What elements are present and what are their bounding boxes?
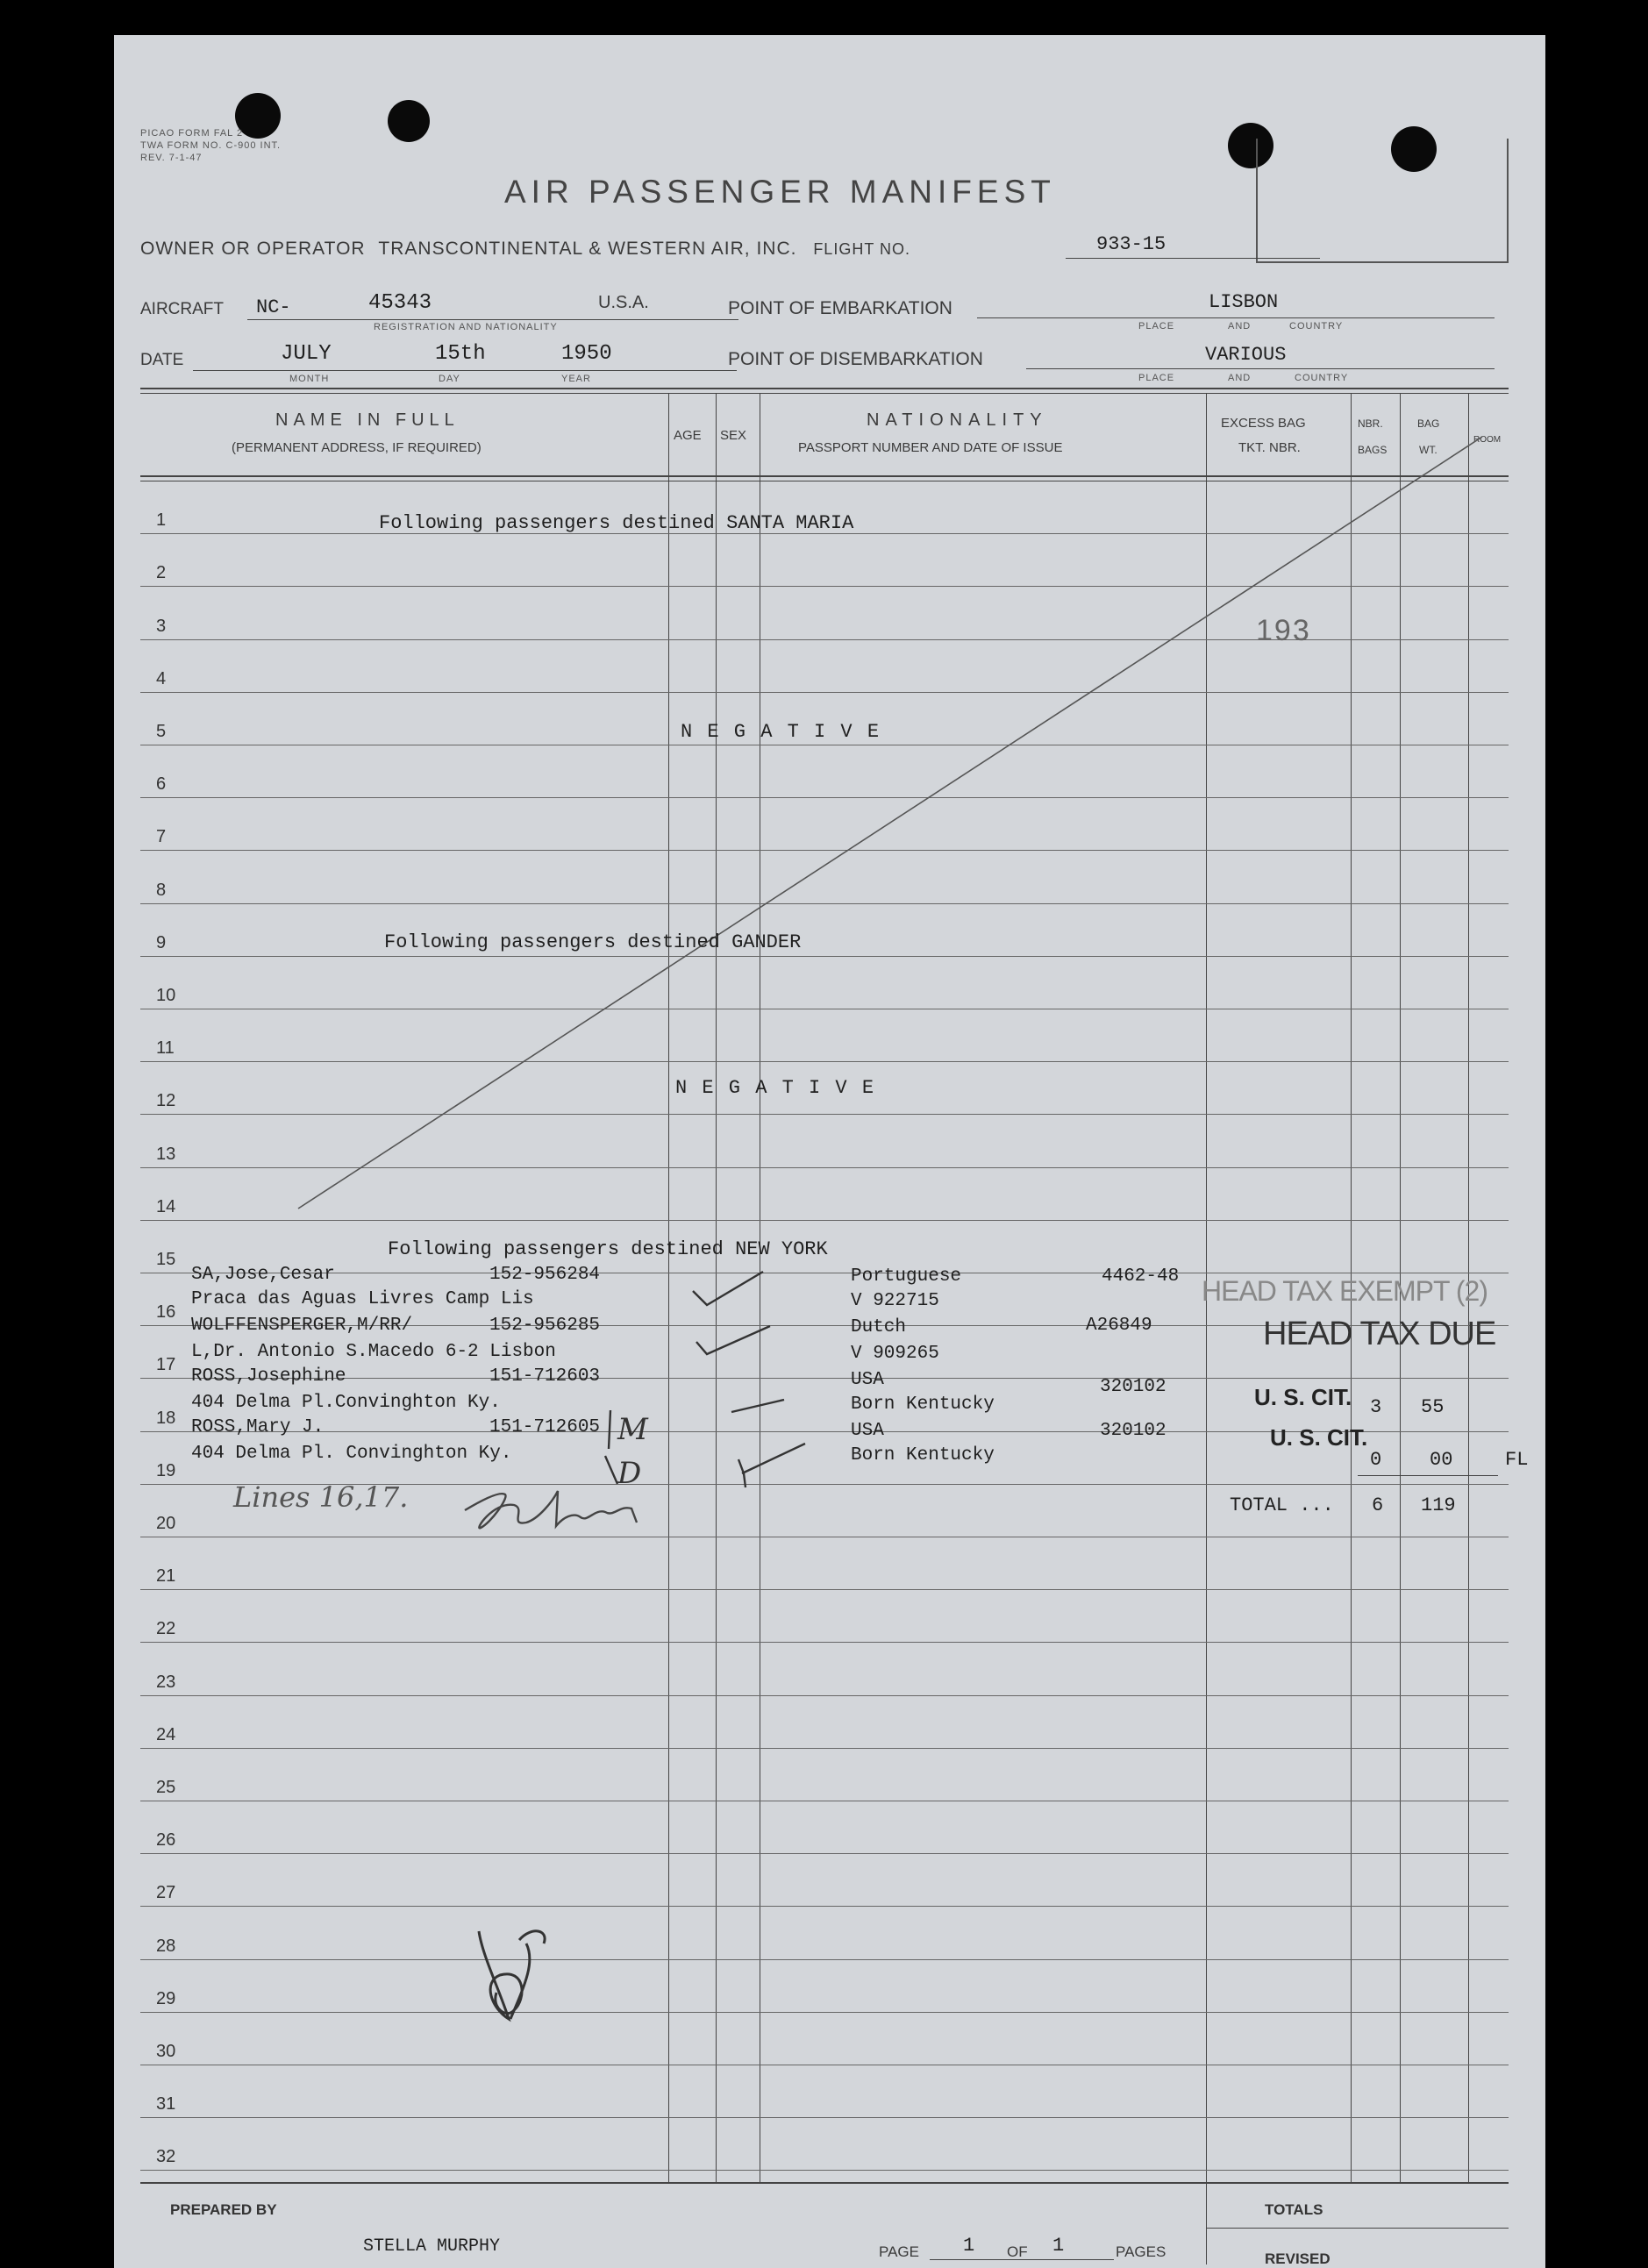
flight-label: FLIGHT NO.: [813, 240, 910, 258]
totals-footer-rule: [1206, 2228, 1509, 2229]
row-number: 25: [156, 1778, 176, 1797]
col-header-name: NAME IN FULL: [275, 410, 460, 430]
form-id-1: PICAO FORM FAL 2: [140, 128, 244, 139]
passenger-3-born: Born Kentucky: [851, 1394, 995, 1415]
disembarkation-label: POINT OF DISEMBARKATION: [728, 349, 983, 369]
row-number: 17: [156, 1355, 176, 1374]
page-of-label: OF: [1007, 2243, 1028, 2260]
destination-new-york: Following passengers destined NEW YORK: [388, 1238, 828, 1260]
col-header-excess: EXCESS BAG: [1221, 416, 1306, 431]
row-number: 24: [156, 1725, 176, 1744]
passenger-2-ticket: A26849: [1086, 1316, 1152, 1336]
col-header-name-sub: (PERMANENT ADDRESS, IF REQUIRED): [232, 440, 482, 455]
col-header-nationality: NATIONALITY: [867, 410, 1048, 430]
disembarkation-value: VARIOUS: [1205, 344, 1287, 366]
negative-1: N E G A T I V E: [681, 721, 881, 743]
us-cit-1-weight: 55: [1421, 1396, 1445, 1418]
passenger-3-name: ROSS,Josephine: [191, 1366, 346, 1387]
passenger-2-nationality: Dutch: [851, 1317, 907, 1337]
embarkation-country: COUNTRY: [1289, 321, 1344, 332]
passenger-2-passport: V 909265: [851, 1344, 939, 1364]
row-number: 14: [156, 1197, 176, 1216]
page-underline: [930, 2259, 1114, 2260]
date-month: JULY: [281, 342, 332, 366]
passenger-3-number: 151-712603: [489, 1366, 601, 1387]
embarkation-value: LISBON: [1209, 291, 1279, 313]
manifest-title: AIR PASSENGER MANIFEST: [504, 174, 1056, 210]
passenger-2-address: L,Dr. Antonio S.Macedo 6-2 Lisbon: [191, 1342, 556, 1362]
stamp-number: 193: [1256, 614, 1311, 647]
col-header-nationality-sub: PASSPORT NUMBER AND DATE OF ISSUE: [798, 440, 1063, 455]
row-number: 27: [156, 1883, 176, 1902]
us-cit-2-bags: 0: [1370, 1449, 1382, 1471]
date-day-sub: DAY: [439, 374, 460, 384]
row-number: 31: [156, 2094, 176, 2114]
row-number: 13: [156, 1145, 176, 1164]
revised-label: REVISED: [1265, 2250, 1331, 2267]
pages-label: PAGES: [1116, 2243, 1166, 2260]
row-number: 30: [156, 2042, 176, 2061]
sex-mark-m: M: [617, 1412, 648, 1447]
passenger-1-name: SA,Jose,Cesar: [191, 1265, 335, 1285]
row-number: 4: [156, 669, 167, 688]
row-number: 12: [156, 1091, 176, 1110]
head-tax-due-stamp: HEAD TAX DUE: [1263, 1316, 1496, 1352]
passenger-1-ticket: 4462-48: [1102, 1266, 1180, 1287]
row-number: 7: [156, 827, 167, 846]
total-weight: 119: [1421, 1494, 1456, 1516]
page-number: 1: [963, 2235, 975, 2257]
passenger-4-nationality: USA: [851, 1421, 884, 1441]
disembarkation-place: PLACE: [1138, 373, 1175, 383]
row-number: 22: [156, 1619, 176, 1638]
operator-value: TRANSCONTINENTAL & WESTERN AIR, INC.: [378, 239, 797, 259]
col-header-nbr: NBR.: [1358, 417, 1383, 430]
row-number: 15: [156, 1250, 176, 1269]
row-number: 8: [156, 881, 167, 900]
total-label: TOTAL ...: [1230, 1494, 1334, 1516]
row-number: 6: [156, 774, 167, 794]
us-cit-1: U. S. CIT.: [1254, 1384, 1352, 1410]
head-tax-exempt-stamp: HEAD TAX EXEMPT (2): [1202, 1275, 1487, 1307]
passenger-1-address: Praca das Aguas Livres Camp Lis: [191, 1289, 534, 1309]
us-cit-2-weight: 00: [1430, 1449, 1453, 1471]
passenger-1-number: 152-956284: [489, 1265, 601, 1285]
col-header-wt: BAG: [1417, 417, 1440, 430]
us-cit-2: U. S. CIT.: [1270, 1424, 1368, 1451]
form-id-2: TWA FORM NO. C-900 INT.: [140, 140, 282, 151]
footer-rule: [140, 2182, 1509, 2184]
destination-gander: Following passengers destined GANDER: [384, 931, 802, 953]
sex-mark-d: D: [617, 1456, 642, 1491]
disembarkation-country: COUNTRY: [1295, 373, 1349, 383]
passenger-3-nationality: USA: [851, 1370, 884, 1390]
prepared-by-name: STELLA MURPHY: [363, 2236, 501, 2257]
row-number: 32: [156, 2147, 176, 2166]
manifest-sheet: [114, 35, 1545, 2268]
page-total: 1: [1052, 2235, 1065, 2257]
col-header-wt-sub: WT.: [1419, 444, 1438, 456]
date-year-sub: YEAR: [561, 374, 591, 384]
signature: [114, 35, 1545, 2268]
col-header-excess-sub: TKT. NBR.: [1238, 440, 1301, 455]
row-number: 20: [156, 1514, 176, 1533]
us-cit-2-extra: FL: [1505, 1449, 1529, 1471]
aircraft-registration: 45343: [368, 291, 432, 315]
passenger-3-ticket: 320102: [1100, 1377, 1166, 1397]
disembarkation-and: AND: [1228, 373, 1252, 383]
row-number: 1: [156, 510, 167, 530]
date-label: DATE: [140, 351, 184, 369]
form-id-3: REV. 7-1-47: [140, 153, 203, 163]
flight-number: 933-15: [1096, 233, 1166, 255]
row-number: 29: [156, 1989, 176, 2008]
us-cit-1-bags: 3: [1370, 1396, 1382, 1418]
passenger-4-number: 151-712605: [489, 1417, 601, 1437]
passenger-3-address: 404 Delma Pl.Convinghton Ky.: [191, 1393, 501, 1413]
row-number: 19: [156, 1461, 176, 1480]
negative-2: N E G A T I V E: [675, 1077, 876, 1099]
totals-label: TOTALS: [1265, 2201, 1323, 2218]
date-month-sub: MONTH: [289, 374, 330, 384]
prepared-by-label: PREPARED BY: [170, 2201, 277, 2218]
passenger-1-passport: V 922715: [851, 1291, 939, 1311]
aircraft-prefix: NC-: [256, 296, 291, 318]
row-number: 2: [156, 563, 167, 582]
embarkation-place: PLACE: [1138, 321, 1175, 332]
row-number: 9: [156, 933, 167, 952]
page-label: PAGE: [879, 2243, 919, 2260]
col-header-nbr-sub: BAGS: [1358, 444, 1388, 456]
row-number: 21: [156, 1566, 176, 1586]
passenger-4-ticket: 320102: [1100, 1421, 1166, 1441]
col-header-age: AGE: [674, 428, 702, 443]
row-number: 18: [156, 1409, 176, 1428]
row-number: 16: [156, 1302, 176, 1322]
col-header-last: ROOM: [1473, 435, 1502, 445]
destination-santa-maria: Following passengers destined SANTA MARIA: [379, 512, 854, 534]
row-number: 3: [156, 617, 167, 636]
col-header-sex: SEX: [720, 428, 747, 443]
date-day: 15th: [435, 342, 486, 366]
row-number: 23: [156, 1672, 176, 1692]
passenger-4-address: 404 Delma Pl. Convinghton Ky.: [191, 1444, 512, 1464]
passenger-1-nationality: Portuguese: [851, 1266, 962, 1287]
date-year: 1950: [561, 342, 612, 366]
operator-label: OWNER OR OPERATOR: [140, 239, 366, 259]
row-number: 26: [156, 1830, 176, 1850]
passenger-2-name: WOLFFENSPERGER,M/RR/: [191, 1316, 413, 1336]
passenger-2-number: 152-956285: [489, 1316, 601, 1336]
aircraft-sublabel: REGISTRATION AND NATIONALITY: [374, 322, 558, 332]
embarkation-and: AND: [1228, 321, 1252, 332]
handwritten-note: Lines 16,17.: [233, 1480, 409, 1514]
row-number: 11: [156, 1038, 175, 1058]
total-bags: 6: [1372, 1494, 1384, 1516]
row-number: 28: [156, 1936, 176, 1956]
embarkation-label: POINT OF EMBARKATION: [728, 298, 952, 318]
passenger-4-born: Born Kentucky: [851, 1445, 995, 1466]
row-number: 5: [156, 722, 167, 741]
aircraft-nationality: U.S.A.: [598, 293, 649, 312]
aircraft-label: AIRCRAFT: [140, 300, 224, 318]
passenger-4-name: ROSS,Mary J.: [191, 1417, 325, 1437]
row-number: 10: [156, 986, 176, 1005]
